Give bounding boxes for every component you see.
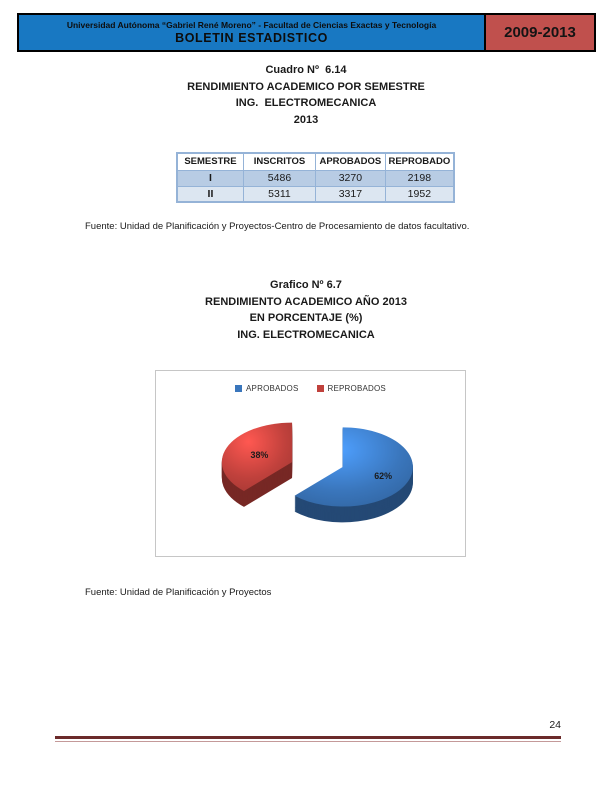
table-header-row [177,153,454,170]
table-title-line-1: Cuadro Nº 6.14 [265,64,347,76]
col-header-reprobado: REPROBADO [385,153,454,170]
chart-legend [156,384,465,393]
chart-title-line-4: ING. ELECTROMECANICA [237,328,375,341]
col-header-aprobados: APROBADOS [316,153,386,170]
legend-label-aprobados: APROBADOS [246,384,299,393]
table-row-semester-1 [177,170,454,186]
legend-swatch-aprobados-icon [235,385,242,392]
footer-rule-thick [55,736,561,739]
cell-reprobado-1: 2198 [385,170,454,186]
cell-semestre-2: II [177,186,243,202]
table-row-semester-2 [177,186,454,202]
table-title-line-2: RENDIMIENTO ACADEMICO POR SEMESTRE [187,80,425,93]
period-label: 2009-2013 [504,24,576,41]
cell-aprobados-1: 3270 [316,170,386,186]
col-header-inscritos: INSCRITOS [243,153,315,170]
col-header-semestre: SEMESTRE [177,153,243,170]
chart-title-line-3: EN PORCENTAJE (%) [249,312,363,324]
university-name: Universidad Autónoma “Gabriel René Moreno” - Facultad de Ciencias Exactas y Tecnología [66,20,437,30]
cell-semestre-1: I [177,170,243,186]
chart-title-line-1: Grafico Nº 6.7 [270,279,342,291]
legend-swatch-reprobados-icon [317,385,324,392]
legend-item-reprobados [317,384,386,393]
legend-item-aprobados [235,384,298,393]
pie-chart-svg [156,371,465,556]
table-title-line-4: 2013 [293,113,319,126]
footer-rule-thin [55,741,561,742]
svg-text:38%: 38% [250,449,269,460]
svg-text:62%: 62% [374,470,393,481]
cell-inscritos-2: 5311 [243,186,315,202]
pie-chart-frame [155,370,466,557]
cell-aprobados-2: 3317 [316,186,386,202]
cell-reprobado-2: 1952 [385,186,454,202]
period-badge [484,15,594,50]
bulletin-title: BOLETIN ESTADISTICO [175,31,328,45]
chart-title-line-2: RENDIMIENTO ACADEMICO AÑO 2013 [205,295,407,308]
page-number: 24 [549,719,561,731]
cell-inscritos-1: 5486 [243,170,315,186]
header-band [17,13,596,52]
table-title-line-3: ING. ELECTROMECANICA [235,97,377,109]
table-title-block [0,62,612,128]
chart-title-block [0,277,612,343]
header-title-area [19,15,484,50]
table-source-note: Fuente: Unidad de Planificación y Proyectos-Centro de Procesamiento de datos facultativo. [85,221,470,232]
chart-source-note: Fuente: Unidad de Planificación y Proyectos [85,587,272,598]
legend-label-reprobados: REPROBADOS [327,384,386,393]
semester-results-table [176,152,455,203]
